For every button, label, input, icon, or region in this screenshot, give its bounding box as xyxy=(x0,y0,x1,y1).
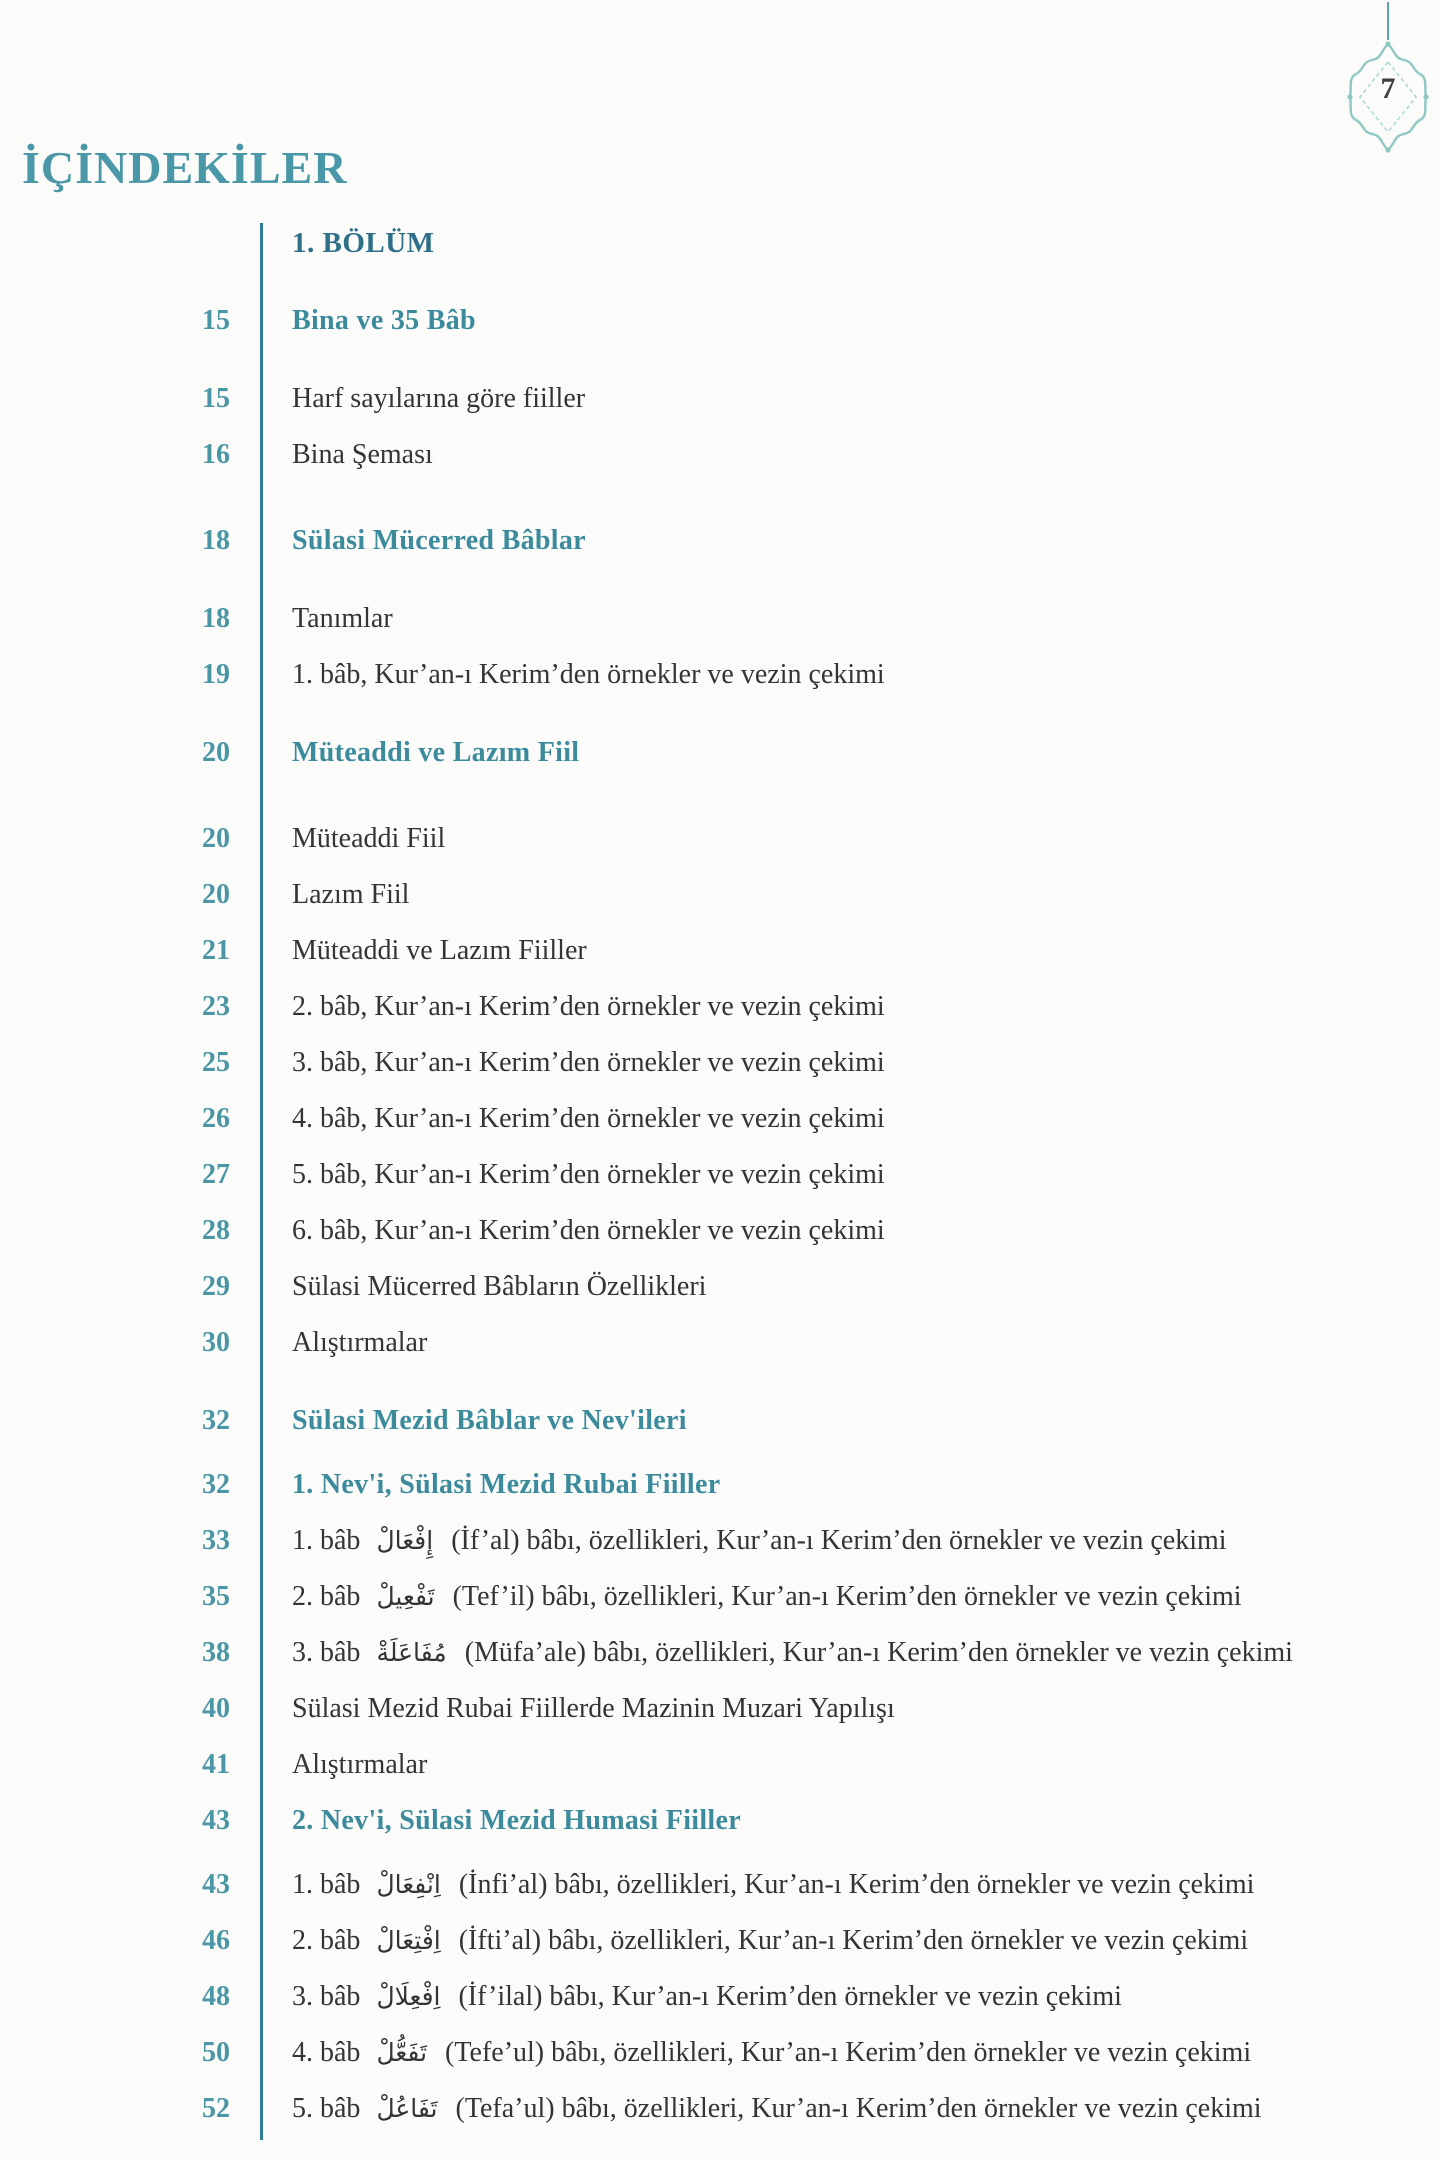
toc-entry-label xyxy=(292,1867,1254,1903)
toc-page-number: 43 xyxy=(202,1805,230,1836)
toc-row xyxy=(0,1467,1440,1503)
bab-prefix: 4. bâb xyxy=(292,2037,361,2068)
toc-entry-label xyxy=(292,1979,1122,2015)
toc-page-number: 32 xyxy=(202,1469,230,1500)
toc-entry-label xyxy=(292,1523,1227,1559)
toc-row xyxy=(0,2091,1440,2127)
toc-page-number: 16 xyxy=(202,439,230,470)
bab-prefix: 1. bâb xyxy=(292,1869,361,1900)
bab-prefix: 1. bâb xyxy=(292,1525,361,1556)
arabic-pattern-text: اِفْتِعَالْ xyxy=(376,1926,441,1955)
toc-row xyxy=(0,437,1440,473)
toc-entry-label: Bina ve 35 Bâb xyxy=(292,305,476,336)
toc-row xyxy=(0,1045,1440,1081)
bab-description: (Müfa’ale) bâbı, özellikleri, Kur’an-ı Kerim’den örnekler ve vezin çekimi xyxy=(464,1637,1293,1668)
toc-page-number: 19 xyxy=(202,659,230,690)
bab-prefix: 2. bâb xyxy=(292,1925,361,1956)
toc-row xyxy=(0,1101,1440,1137)
toc-entry-label: 6. bâb, Kur’an-ı Kerim’den örnekler ve vezin çekimi xyxy=(292,1215,885,1246)
toc-row xyxy=(0,1269,1440,1305)
toc-row xyxy=(0,877,1440,913)
arabic-pattern-text: اِفْعِلَالْ xyxy=(376,1982,441,2011)
toc-entry-label: 4. bâb, Kur’an-ı Kerim’den örnekler ve vezin çekimi xyxy=(292,1103,885,1134)
toc-row xyxy=(0,381,1440,417)
toc-page-number: 46 xyxy=(202,1925,230,1956)
toc-page-number: 15 xyxy=(202,383,230,414)
page-number-ornament xyxy=(1330,0,1440,158)
toc-entry-label: 5. bâb, Kur’an-ı Kerim’den örnekler ve vezin çekimi xyxy=(292,1159,885,1190)
bab-prefix: 2. bâb xyxy=(292,1581,361,1612)
toc-page-number: 52 xyxy=(202,2093,230,2124)
toc-row xyxy=(0,1403,1440,1439)
toc-page-number: 18 xyxy=(202,603,230,634)
bab-description: (Tefa’ul) bâbı, özellikleri, Kur’an-ı Kerim’den örnekler ve vezin çekimi xyxy=(455,2093,1262,2124)
bab-description: (İnfi’al) bâbı, özellikleri, Kur’an-ı Kerim’den örnekler ve vezin çekimi xyxy=(458,1869,1255,1900)
toc-row xyxy=(0,1923,1440,1959)
page-number: 7 xyxy=(1380,72,1396,105)
toc-row xyxy=(0,1523,1440,1559)
toc-entry-label: 1. BÖLÜM xyxy=(292,227,435,259)
toc-row xyxy=(0,1691,1440,1727)
toc-entry-label: Bina Şeması xyxy=(292,439,433,470)
toc-page-number: 28 xyxy=(202,1215,230,1246)
arabic-pattern-text: تَفَاعُلْ xyxy=(376,2094,438,2123)
toc-page-number: 20 xyxy=(202,737,230,768)
toc-entry-label: Müteaddi ve Lazım Fiiller xyxy=(292,935,587,966)
toc-entry-label: Sülasi Mücerred Bâbların Özellikleri xyxy=(292,1271,707,1302)
toc-row xyxy=(0,1635,1440,1671)
toc-row xyxy=(0,601,1440,637)
toc-page-number: 20 xyxy=(202,879,230,910)
bab-description: (Tef’il) bâbı, özellikleri, Kur’an-ı Kerim’den örnekler ve vezin çekimi xyxy=(452,1581,1242,1612)
toc-list xyxy=(0,225,1440,2127)
toc-page-number: 29 xyxy=(202,1271,230,1302)
toc-entry-label: Sülasi Mücerred Bâblar xyxy=(292,525,586,556)
toc-entry-label xyxy=(292,2091,1262,2127)
toc-page-number: 35 xyxy=(202,1581,230,1612)
toc-page-number: 15 xyxy=(202,305,230,336)
bab-description: (İf’al) bâbı, özellikleri, Kur’an-ı Kerim’den örnekler ve vezin çekimi xyxy=(451,1525,1227,1556)
toc-page-number: 30 xyxy=(202,1327,230,1358)
bab-description: (İf’ilal) bâbı, Kur’an-ı Kerim’den örnekler ve vezin çekimi xyxy=(458,1981,1122,2012)
toc-page-number: 25 xyxy=(202,1047,230,1078)
toc-row xyxy=(0,1157,1440,1193)
toc-page-number: 23 xyxy=(202,991,230,1022)
toc-page-number: 50 xyxy=(202,2037,230,2068)
toc-entry-label: Lazım Fiil xyxy=(292,879,410,910)
bab-description: (Tefe’ul) bâbı, özellikleri, Kur’an-ı Kerim’den örnekler ve vezin çekimi xyxy=(445,2037,1252,2068)
toc-page-number: 21 xyxy=(202,935,230,966)
toc-entry-label: Alıştırmalar xyxy=(292,1749,428,1780)
bab-prefix: 5. bâb xyxy=(292,2093,361,2124)
toc-row xyxy=(0,1979,1440,2015)
toc-entry-label: 2. Nev'i, Sülasi Mezid Humasi Fiiller xyxy=(292,1805,741,1836)
toc-page-number: 41 xyxy=(202,1749,230,1780)
toc-row xyxy=(0,2035,1440,2071)
toc-row xyxy=(0,1213,1440,1249)
toc-row xyxy=(0,1325,1440,1361)
page-title: İÇİNDEKİLER xyxy=(22,141,348,193)
toc-entry-label: 1. Nev'i, Sülasi Mezid Rubai Fiiller xyxy=(292,1469,721,1500)
toc-page-number: 40 xyxy=(202,1693,230,1724)
toc-page-number: 38 xyxy=(202,1637,230,1668)
toc-page-number: 18 xyxy=(202,525,230,556)
toc-entry-label xyxy=(292,1923,1248,1959)
toc-row xyxy=(0,225,1440,261)
arabic-pattern-text: إِفْعَالْ xyxy=(376,1526,434,1555)
toc-entry-label: Müteaddi ve Lazım Fiil xyxy=(292,737,580,768)
toc-row xyxy=(0,821,1440,857)
toc-row xyxy=(0,303,1440,339)
toc-entry-label xyxy=(292,1635,1293,1671)
bab-prefix: 3. bâb xyxy=(292,1981,361,2012)
toc-entry-label xyxy=(292,2035,1251,2071)
toc-entry-label xyxy=(292,1579,1242,1615)
toc-entry-label: Tanımlar xyxy=(292,603,393,634)
toc-row xyxy=(0,989,1440,1025)
arabic-pattern-text: تَفْعِيلْ xyxy=(376,1582,435,1611)
toc-entry-label: 2. bâb, Kur’an-ı Kerim’den örnekler ve vezin çekimi xyxy=(292,991,885,1022)
toc-page-number: 43 xyxy=(202,1869,230,1900)
toc-row xyxy=(0,1747,1440,1783)
toc-page-number: 33 xyxy=(202,1525,230,1556)
toc-entry-label: Müteaddi Fiil xyxy=(292,823,446,854)
toc-entry-label: Sülasi Mezid Bâblar ve Nev'ileri xyxy=(292,1405,687,1436)
toc-row xyxy=(0,1579,1440,1615)
bab-prefix: 3. bâb xyxy=(292,1637,361,1668)
toc-row xyxy=(0,657,1440,693)
toc-entry-label: Alıştırmalar xyxy=(292,1327,428,1358)
toc-page-number: 27 xyxy=(202,1159,230,1190)
arabic-pattern-text: مُفَاعَلَةْ xyxy=(376,1638,447,1667)
toc-page-number: 20 xyxy=(202,823,230,854)
toc-row xyxy=(0,1803,1440,1839)
arabic-pattern-text: اِنْفِعَالْ xyxy=(376,1870,441,1899)
bab-description: (İfti’al) bâbı, özellikleri, Kur’an-ı Kerim’den örnekler ve vezin çekimi xyxy=(458,1925,1249,1956)
toc-row xyxy=(0,1867,1440,1903)
toc-page-number: 48 xyxy=(202,1981,230,2012)
toc-row xyxy=(0,933,1440,969)
toc-page-number: 32 xyxy=(202,1405,230,1436)
toc-entry-label: Sülasi Mezid Rubai Fiillerde Mazinin Muzari Yapılışı xyxy=(292,1693,895,1724)
arabic-pattern-text: تَفَعُّلْ xyxy=(376,2038,428,2067)
toc-page-number: 26 xyxy=(202,1103,230,1134)
toc-entry-label: 3. bâb, Kur’an-ı Kerim’den örnekler ve vezin çekimi xyxy=(292,1047,885,1078)
toc-entry-label: Harf sayılarına göre fiiller xyxy=(292,383,586,414)
toc-entry-label: 1. bâb, Kur’an-ı Kerim’den örnekler ve vezin çekimi xyxy=(292,659,885,690)
toc-row xyxy=(0,523,1440,559)
toc-row xyxy=(0,735,1440,771)
